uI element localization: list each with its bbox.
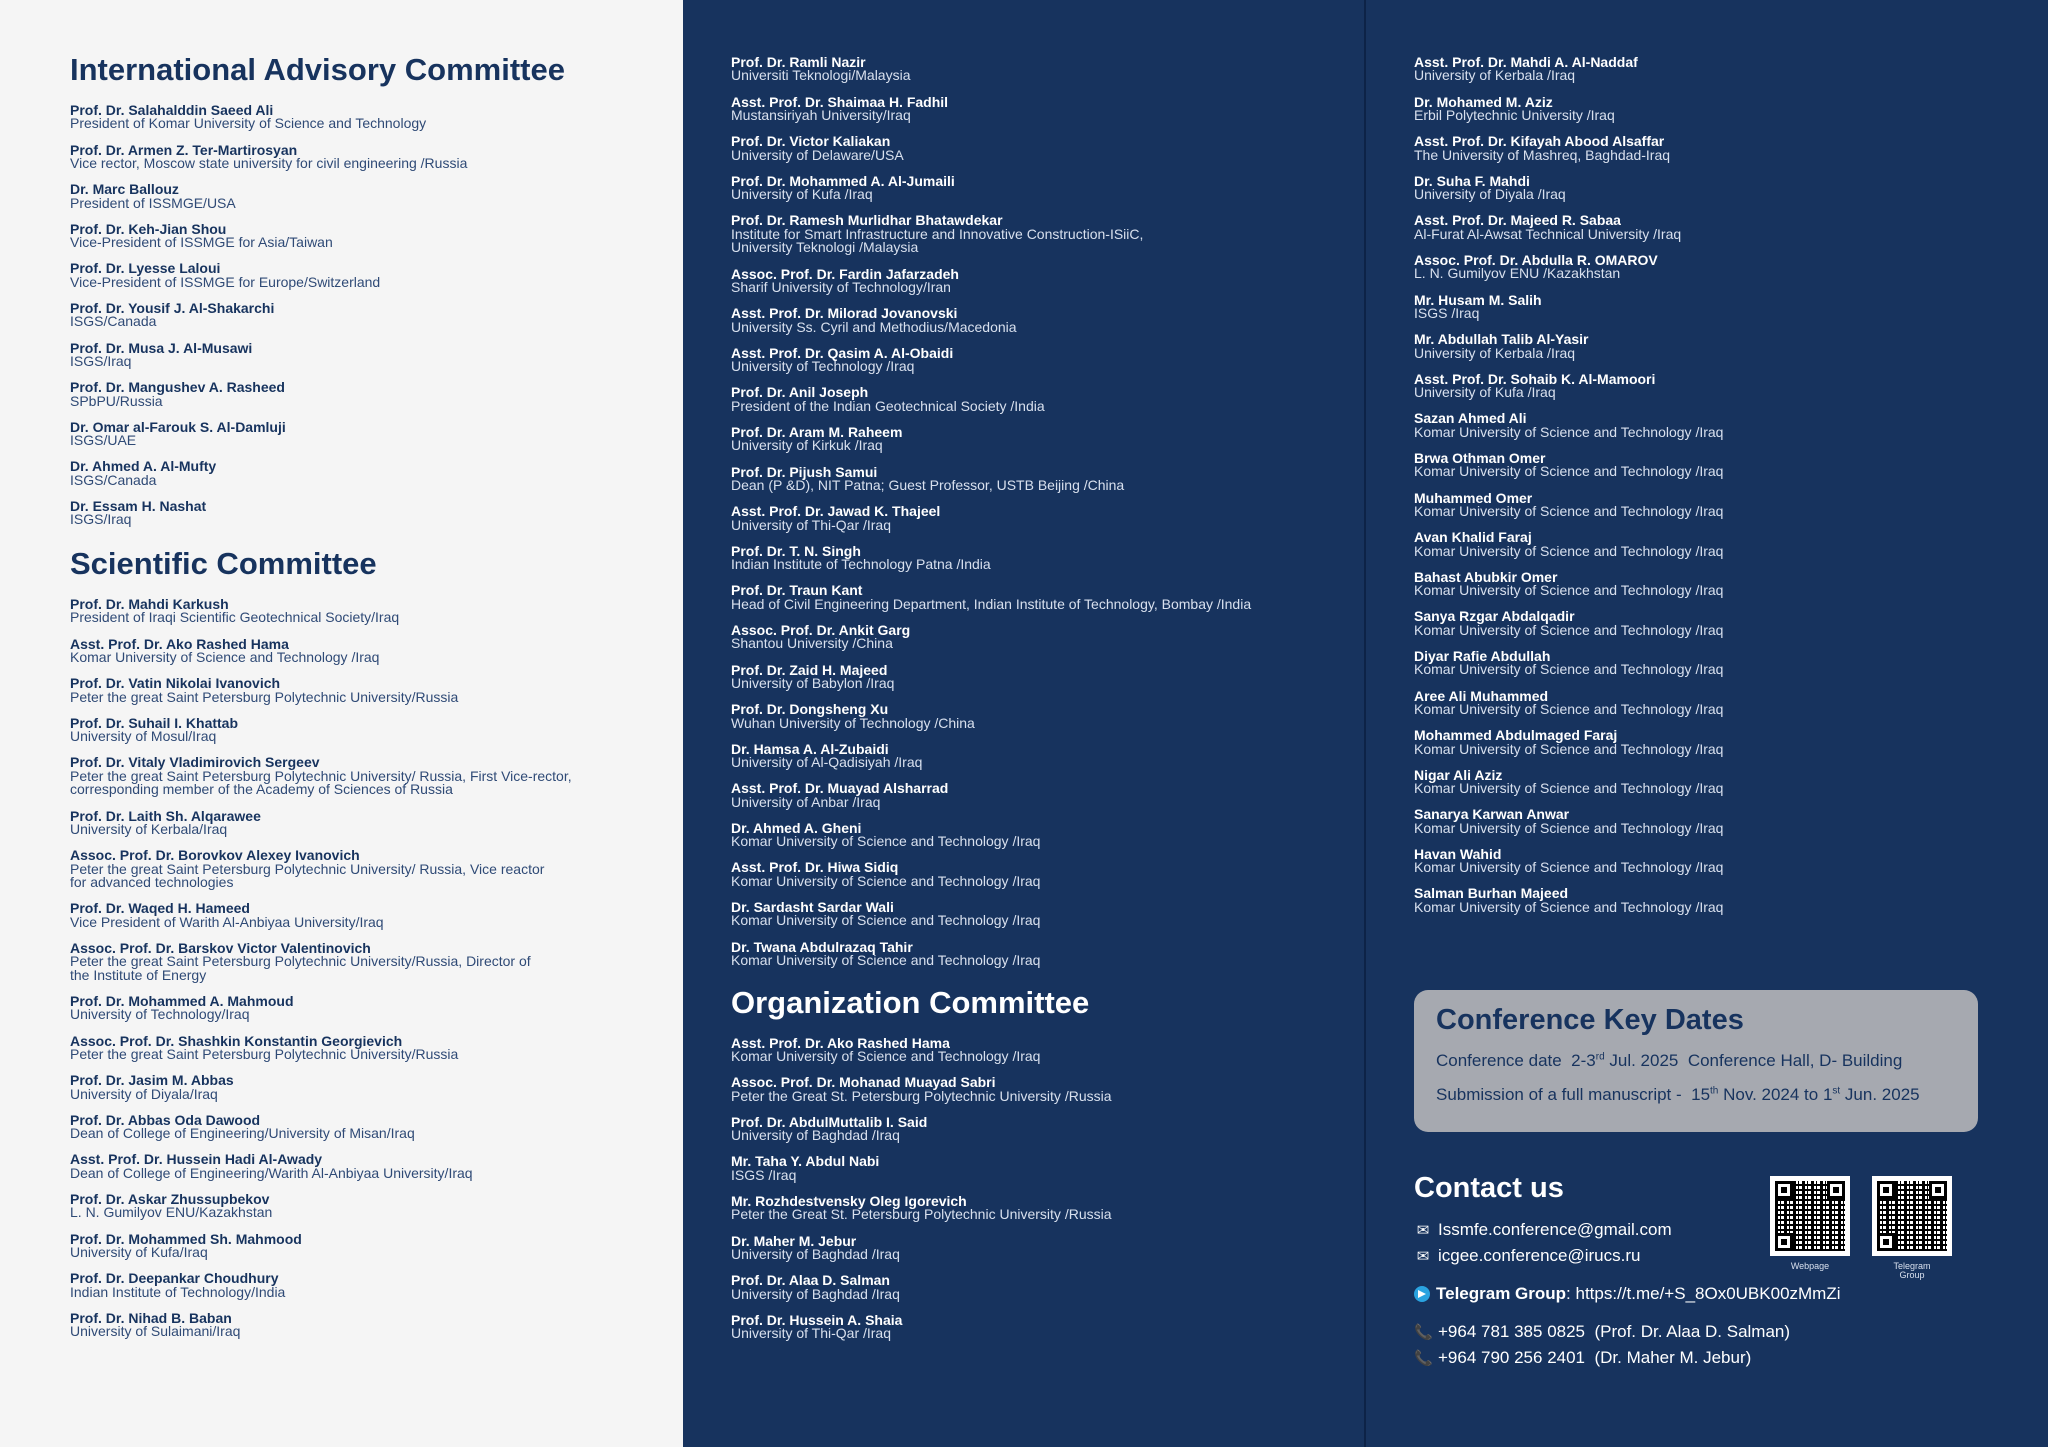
conference-month: Jul. 2025: [1604, 1051, 1679, 1070]
conference-date-line: [1436, 1051, 1956, 1071]
committee-member: [731, 214, 1365, 255]
member-name: Avan Khalid Faraj: [1414, 529, 1532, 546]
middle-panel: [683, 0, 1365, 1447]
member-name: Prof. Dr. Pijush Samui: [731, 463, 878, 480]
member-name: Prof. Dr. AbdulMuttalib I. Said: [731, 1113, 928, 1130]
member-name: Prof. Dr. Dongsheng Xu: [731, 701, 889, 718]
committee-member: [70, 807, 683, 837]
committee-member: [70, 141, 683, 171]
committee-member: [70, 677, 683, 704]
member-affiliation: ISGS/Iraq: [70, 511, 132, 528]
member-affiliation: University of Babylon /Iraq: [731, 674, 895, 691]
member-name: Prof. Dr. Zaid H. Majeed: [731, 661, 888, 678]
ordinal-suffix: rd: [1595, 1051, 1605, 1063]
member-affiliation: Shantou University /China: [731, 635, 893, 652]
committee-member: [731, 56, 1365, 83]
member-name: Assoc. Prof. Dr. Abdulla R. OMAROV: [1414, 251, 1658, 268]
committee-member: [731, 819, 1365, 850]
member-affiliation: ISGS /Iraq: [1414, 304, 1480, 321]
member-name: Prof. Dr. Suhail I. Khattab: [70, 714, 239, 731]
committee-member: [70, 995, 683, 1022]
committee-member: [1414, 449, 2048, 480]
member-name: Prof. Dr. T. N. Singh: [731, 542, 861, 559]
submission-label: Submission of a full manuscript -: [1436, 1085, 1682, 1104]
member-name: Prof. Dr. Anil Joseph: [731, 384, 869, 401]
committee-member: [731, 1034, 1365, 1065]
member-name: Prof. Dr. Waqed H. Hameed: [70, 900, 250, 917]
webpage-qr[interactable]: [1770, 1176, 1850, 1271]
member-affiliation: Komar University of Science and Technology /Iraq: [731, 833, 1041, 850]
member-affiliation: Vice President of Warith Al-Anbiyaa University/Iraq: [70, 913, 384, 930]
member-name: Dr. Mohamed M. Aziz: [1414, 93, 1553, 110]
member-name: Mr. Abdullah Talib Al-Yasir: [1414, 331, 1589, 348]
conference-day: 2-3: [1571, 1051, 1596, 1070]
committee-member: [731, 386, 1365, 413]
committee-member: [1414, 291, 2048, 321]
member-name: Mr. Taha Y. Abdul Nabi: [731, 1153, 880, 1170]
member-affiliation: ISGS/UAE: [70, 432, 137, 449]
committee-member: [1414, 333, 2048, 360]
member-affiliation: Komar University of Science and Technology /Iraq: [1414, 700, 1724, 717]
member-name: Aree Ali Muhammed: [1414, 687, 1549, 704]
member-name: Prof. Dr. Mangushev A. Rasheed: [70, 379, 285, 396]
committee-member: [731, 1195, 1365, 1222]
committee-member: [731, 782, 1365, 809]
committee-member: [70, 460, 683, 487]
member-affiliation: Komar University of Science and Technology /Iraq: [731, 912, 1041, 929]
member-name: Prof. Dr. Abbas Oda Dawood: [70, 1111, 261, 1128]
member-affiliation: Peter the great Saint Petersburg Polytechnic University/Russia: [70, 688, 459, 705]
committee-member: [70, 902, 683, 929]
member-affiliation: University of Kerbala/Iraq: [70, 820, 228, 837]
member-affiliation: ISGS/Canada: [70, 471, 157, 488]
member-affiliation: Komar University of Science and Technology /Iraq: [1414, 621, 1724, 638]
committee-member: [70, 1074, 683, 1101]
committee-member: [731, 1076, 1365, 1103]
member-affiliation: Mustansiriyah University/Iraq: [731, 107, 911, 123]
committee-member: [70, 939, 683, 983]
member-affiliation: Komar University of Science and Technology /Iraq: [1414, 582, 1724, 599]
committee-member: [70, 1111, 683, 1142]
member-affiliation: Komar University of Science and Technology /Iraq: [731, 1048, 1041, 1065]
member-name: Prof. Dr. Aram M. Raheem: [731, 423, 903, 440]
member-name: Prof. Dr. Hussein A. Shaia: [731, 1311, 903, 1328]
submission-range: Nov. 2024 to 1: [1718, 1085, 1833, 1104]
member-affiliation: SPbPU/Russia: [70, 392, 163, 409]
member-affiliation: ISGS/Iraq: [70, 352, 132, 369]
member-affiliation: ISGS /Iraq: [731, 1166, 797, 1183]
member-affiliation: University of Delaware/USA: [731, 146, 904, 163]
member-affiliation: President of ISSMGE/USA: [70, 194, 236, 211]
member-affiliation: Institute for Smart Infrastructure and Innovative Construction-ISiiC, University Teknologi /Malaysia: [731, 225, 1144, 256]
email-link[interactable]: icgee.conference@irucs.ru: [1438, 1246, 1641, 1265]
phone-row[interactable]: [1414, 1345, 2014, 1371]
member-affiliation: University of Anbar /Iraq: [731, 793, 881, 810]
member-affiliation: Al-Furat Al-Awsat Technical University /Iraq: [1414, 225, 1682, 242]
member-affiliation: Dean of College of Engineering/University of Misan/Iraq: [70, 1125, 415, 1142]
member-affiliation: University of Baghdad /Iraq: [731, 1127, 900, 1144]
committee-member: [1414, 610, 2048, 637]
committee-member: [731, 423, 1365, 454]
member-affiliation: University of Kerbala /Iraq: [1414, 344, 1576, 361]
member-name: Asst. Prof. Dr. Ako Rashed Hama: [731, 1034, 950, 1051]
committee-member: [1414, 489, 2048, 519]
email-link[interactable]: Issmfe.conference@gmail.com: [1438, 1220, 1672, 1239]
member-name: Dr. Suha F. Mahdi: [1414, 172, 1530, 189]
member-affiliation: Sharif University of Technology/Iran: [731, 278, 951, 295]
qr-code[interactable]: [1770, 1176, 1850, 1256]
committee-member: [731, 265, 1365, 295]
member-name: Bahast Abubkir Omer: [1414, 568, 1558, 585]
member-name: Prof. Dr. Lyesse Laloui: [70, 260, 221, 277]
member-name: Mr. Husam M. Salih: [1414, 291, 1542, 308]
member-list: [1414, 56, 2048, 914]
member-affiliation: Komar University of Science and Technology /Iraq: [731, 952, 1041, 969]
member-name: Prof. Dr. Mohammed A. Al-Jumaili: [731, 172, 955, 189]
member-name: Prof. Dr. Alaa D. Salman: [731, 1272, 890, 1289]
member-affiliation: Vice-President of ISSMGE for Asia/Taiwan: [70, 234, 333, 251]
member-name: Diyar Rafie Abdullah: [1414, 647, 1551, 664]
member-affiliation: Komar University of Science and Technology /Iraq: [1414, 423, 1724, 440]
committee-member: [70, 104, 683, 131]
member-affiliation: President of Komar University of Science and Technology: [70, 115, 427, 132]
conference-venue: Conference Hall, D- Building: [1687, 1051, 1903, 1070]
phone-row[interactable]: [1414, 1319, 2014, 1345]
telegram-icon: [1414, 1286, 1430, 1302]
committee-member: [1414, 568, 2048, 599]
committee-member: [731, 901, 1365, 928]
member-affiliation: Universiti Teknologi/Malaysia: [731, 67, 911, 84]
committee-member: [1414, 370, 2048, 401]
committee-member: [731, 463, 1365, 493]
member-name: Prof. Dr. Yousif J. Al-Shakarchi: [70, 299, 275, 316]
member-name: Asst. Prof. Dr. Ako Rashed Hama: [70, 635, 289, 652]
member-affiliation: Dean (P &D), NIT Patna; Guest Professor, USTB Beijing /China: [731, 476, 1125, 493]
member-name: Assoc. Prof. Dr. Shashkin Konstantin Georgievich: [70, 1032, 403, 1049]
committee-member: [70, 849, 683, 890]
member-list: [70, 595, 683, 1340]
committee-member: [70, 497, 683, 528]
member-affiliation: Peter the great Saint Petersburg Polytechnic University/ Russia, Vice reactor for advanced technologies: [70, 860, 545, 891]
committee-member: [1414, 412, 2048, 439]
member-name: Assoc. Prof. Dr. Mohanad Muayad Sabri: [731, 1074, 996, 1091]
member-name: Dr. Essam H. Nashat: [70, 497, 207, 514]
telegram-label: Telegram Group: [1436, 1284, 1567, 1303]
member-affiliation: University of Diyala/Iraq: [70, 1085, 218, 1102]
member-name: Salman Burhan Majeed: [1414, 885, 1569, 902]
committee-member: [731, 1274, 1365, 1301]
member-name: Sazan Ahmed Ali: [1414, 410, 1527, 427]
phone-number[interactable]: +964 790 256 2401: [1438, 1348, 1586, 1367]
member-affiliation: Komar University of Science and Technology /Iraq: [1414, 859, 1724, 876]
member-affiliation: University of Kerbala /Iraq: [1414, 67, 1576, 84]
section-title: Organization Committee: [731, 984, 1090, 1020]
member-name: Asst. Prof. Dr. Majeed R. Sabaa: [1414, 212, 1621, 229]
member-name: Prof. Dr. Askar Zhussupbekov: [70, 1191, 270, 1208]
submission-end: Jun. 2025: [1840, 1085, 1920, 1104]
qr-code[interactable]: [1872, 1176, 1952, 1256]
member-affiliation: University Ss. Cyril and Methodius/Macedonia: [731, 318, 1017, 335]
contact-title: Contact us: [1414, 1172, 1564, 1204]
phone-number[interactable]: +964 781 385 0825: [1438, 1322, 1586, 1341]
member-name: Prof. Dr. Ramesh Murlidhar Bhatawdekar: [731, 212, 1003, 229]
member-affiliation: L. N. Gumilyov ENU /Kazakhstan: [1414, 265, 1621, 282]
committee-member: [1414, 766, 2048, 797]
committee-member: [731, 1311, 1365, 1342]
member-name: Prof. Dr. Vitaly Vladimirovich Sergeev: [70, 754, 320, 771]
committee-member: [1414, 135, 2048, 162]
member-name: Asst. Prof. Dr. Jawad K. Thajeel: [731, 503, 941, 520]
telegram-qr[interactable]: [1872, 1176, 1952, 1280]
committee-member: [70, 299, 683, 330]
member-name: Dr. Maher M. Jebur: [731, 1232, 857, 1249]
member-affiliation: University of Sulaimani/Iraq: [70, 1323, 241, 1340]
member-name: Assoc. Prof. Dr. Ankit Garg: [731, 621, 911, 638]
member-affiliation: Komar University of Science and Technology /Iraq: [1414, 463, 1724, 480]
committee-member: [731, 172, 1365, 203]
committee-member: [731, 621, 1365, 652]
member-name: Prof. Dr. Salahalddin Saeed Ali: [70, 102, 274, 118]
member-name: Dr. Marc Ballouz: [70, 181, 179, 198]
committee-member: [70, 418, 683, 449]
member-name: Havan Wahid: [1414, 845, 1502, 862]
member-name: Prof. Dr. Laith Sh. Alqarawee: [70, 807, 261, 824]
member-affiliation: Peter the Great St. Petersburg Polytechnic University /Russia: [731, 1206, 1112, 1223]
committee-member: [731, 1113, 1365, 1144]
committee-member: [70, 1272, 683, 1299]
committee-member: [731, 938, 1365, 969]
member-affiliation: Vice-President of ISSMGE for Europe/Switzerland: [70, 273, 381, 290]
section-title: International Advisory Committee: [70, 52, 565, 87]
member-name: Prof. Dr. Mahdi Karkush: [70, 595, 229, 612]
committee-member: [70, 183, 683, 210]
member-affiliation: University of Kufa/Iraq: [70, 1244, 208, 1261]
committee-member: [70, 1153, 683, 1180]
member-affiliation: Komar University of Science and Technology /Iraq: [1414, 542, 1724, 559]
member-affiliation: Komar University of Science and Technology /Iraq: [1414, 819, 1724, 836]
member-affiliation: Komar University of Science and Technology /Iraq: [731, 872, 1041, 889]
committee-member: [70, 339, 683, 369]
committee-member: [731, 584, 1365, 611]
submission-start-day: 15: [1691, 1085, 1711, 1104]
key-dates-title: Conference Key Dates: [1436, 1004, 1744, 1036]
member-affiliation: University of Baghdad /Iraq: [731, 1285, 900, 1302]
member-name: Mohammed Abdulmaged Faraj: [1414, 727, 1618, 744]
member-list: [731, 1034, 1365, 1342]
member-name: Prof. Dr. Mohammed A. Mahmoud: [70, 993, 294, 1010]
member-name: Prof. Dr. Keh-Jian Shou: [70, 220, 227, 237]
member-name: Asst. Prof. Dr. Shaimaa H. Fadhil: [731, 93, 949, 110]
committee-member: [70, 756, 683, 797]
committee-member: [731, 1232, 1365, 1263]
member-name: Prof. Dr. Armen Z. Ter-Martirosyan: [70, 141, 298, 158]
envelope-icon: ✉: [1416, 1248, 1430, 1265]
member-name: Dr. Sardasht Sardar Wali: [731, 899, 894, 916]
member-name: Prof. Dr. Deepankar Choudhury: [70, 1270, 279, 1287]
member-affiliation: ISGS/Canada: [70, 313, 157, 330]
member-name: Asst. Prof. Dr. Kifayah Abood Alsaffar: [1414, 133, 1665, 150]
member-affiliation: University of Technology/Iraq: [70, 1006, 250, 1023]
member-name: Assoc. Prof. Dr. Barskov Victor Valentinovich: [70, 939, 371, 956]
committee-member: [70, 635, 683, 665]
member-name: Asst. Prof. Dr. Muayad Alsharrad: [731, 780, 949, 797]
committee-member: [731, 93, 1365, 123]
member-affiliation: Indian Institute of Technology/India: [70, 1283, 286, 1300]
member-name: Asst. Prof. Dr. Milorad Jovanovski: [731, 305, 958, 322]
member-affiliation: Indian Institute of Technology Patna /India: [731, 556, 991, 573]
committee-member: [731, 861, 1365, 888]
member-affiliation: Komar University of Science and Technology /Iraq: [1414, 661, 1724, 678]
member-name: Prof. Dr. Nihad B. Baban: [70, 1309, 232, 1326]
committee-member: [70, 714, 683, 745]
committee-member: [731, 542, 1365, 573]
committee-member: [1414, 808, 2048, 835]
member-affiliation: L. N. Gumilyov ENU/Kazakhstan: [70, 1204, 273, 1221]
member-affiliation: Komar University of Science and Technology /Iraq: [1414, 780, 1724, 797]
committee-member: [731, 1155, 1365, 1182]
right-panel: [1366, 0, 2048, 1447]
committee-member: [731, 703, 1365, 730]
envelope-icon: ✉: [1416, 1222, 1430, 1239]
member-name: Assoc. Prof. Dr. Borovkov Alexey Ivanovich: [70, 847, 360, 864]
scientific-committee-section: [70, 546, 683, 1339]
member-affiliation: University of Baghdad /Iraq: [731, 1246, 900, 1263]
committee-member: [1414, 251, 2048, 282]
member-affiliation: University of Thi-Qar /Iraq: [731, 1325, 892, 1342]
ordinal-suffix: st: [1832, 1085, 1841, 1097]
member-affiliation: Peter the great Saint Petersburg Polytechnic University/ Russia, First Vice-rector, corresponding member of the Academy of Sciences of Russia: [70, 767, 572, 798]
member-list: [731, 56, 1365, 968]
committee-member: [731, 344, 1365, 375]
phone-icon: 📞: [1414, 1324, 1433, 1341]
member-affiliation: University of Kirkuk /Iraq: [731, 437, 883, 454]
committee-member: [1414, 56, 2048, 83]
conference-date-label: Conference date: [1436, 1051, 1562, 1070]
member-name: Asst. Prof. Dr. Qasim A. Al-Obaidi: [731, 344, 954, 361]
committee-member: [1414, 214, 2048, 241]
ordinal-suffix: th: [1710, 1085, 1719, 1097]
qr-label: Telegram Group: [1893, 1261, 1931, 1280]
member-affiliation: President of the Indian Geotechnical Society /India: [731, 397, 1045, 414]
member-affiliation: The University of Mashreq, Baghdad-Iraq: [1414, 146, 1671, 163]
committee-member: [70, 1309, 683, 1340]
section-title: Scientific Committee: [70, 545, 377, 581]
member-affiliation: University of Mosul/Iraq: [70, 728, 217, 745]
committee-member: [70, 1193, 683, 1220]
member-name: Prof. Dr. Mohammed Sh. Mahmood: [70, 1230, 302, 1247]
member-affiliation: President of Iraqi Scientific Geotechnical Society/Iraq: [70, 609, 400, 626]
member-affiliation: Komar University of Science and Technology /Iraq: [70, 648, 380, 665]
member-name: Prof. Dr. Musa J. Al-Musawi: [70, 339, 253, 356]
member-name: Dr. Twana Abdulrazaq Tahir: [731, 938, 913, 955]
member-affiliation: Peter the great Saint Petersburg Polytechnic University/Russia, Director of the Institute of Energy: [70, 953, 531, 983]
member-name: Asst. Prof. Dr. Sohaib K. Al-Mamoori: [1414, 370, 1656, 387]
member-affiliation: Peter the great Saint Petersburg Polytechnic University/Russia: [70, 1046, 459, 1063]
member-affiliation: Wuhan University of Technology /China: [731, 714, 975, 731]
member-name: Asst. Prof. Dr. Hussein Hadi Al-Awady: [70, 1151, 323, 1168]
member-affiliation: Head of Civil Engineering Department, Indian Institute of Technology, Bombay /India: [731, 595, 1252, 612]
committee-member: [731, 740, 1365, 771]
committee-member: [1414, 845, 2048, 876]
submission-line: [1436, 1085, 1956, 1105]
phone-icon: 📞: [1414, 1350, 1433, 1367]
committee-member: [70, 1032, 683, 1063]
member-name: Asst. Prof. Dr. Mahdi A. Al-Naddaf: [1414, 54, 1638, 70]
committee-member: [1414, 729, 2048, 756]
member-name: Prof. Dr. Victor Kaliakan: [731, 133, 891, 150]
member-name: Prof. Dr. Ramli Nazir: [731, 54, 866, 70]
phone-contact-name: (Prof. Dr. Alaa D. Salman): [1594, 1322, 1791, 1341]
member-affiliation: University of Technology /Iraq: [731, 358, 915, 375]
committee-member: [70, 220, 683, 251]
member-affiliation: University of Diyala /Iraq: [1414, 186, 1566, 203]
telegram-row[interactable]: [1414, 1281, 2014, 1307]
member-list: [70, 104, 683, 527]
committee-member: [731, 307, 1365, 334]
member-affiliation: University of Kufa /Iraq: [1414, 384, 1556, 401]
member-affiliation: Vice rector, Moscow state university for civil engineering /Russia: [70, 155, 468, 171]
telegram-link[interactable]: : https://t.me/+S_8Ox0UBK00zMmZi: [1566, 1284, 1841, 1303]
organization-committee-section: [731, 985, 1365, 1341]
member-name: Sanya Rzgar Abdalqadir: [1414, 608, 1575, 625]
committee-member: [70, 381, 683, 408]
committee-member: [1414, 687, 2048, 717]
member-name: Brwa Othman Omer: [1414, 449, 1546, 466]
member-name: Prof. Dr. Jasim M. Abbas: [70, 1072, 234, 1089]
phone-contact-name: (Dr. Maher M. Jebur): [1594, 1348, 1752, 1367]
member-name: Mr. Rozhdestvensky Oleg Igorevich: [731, 1193, 967, 1210]
committee-member: [1414, 172, 2048, 203]
member-affiliation: University of Thi-Qar /Iraq: [731, 516, 892, 533]
member-affiliation: Dean of College of Engineering/Warith Al-Anbiyaa University/Iraq: [70, 1164, 473, 1181]
member-affiliation: Komar University of Science and Technology /Iraq: [1414, 502, 1724, 519]
committee-member: [1414, 647, 2048, 678]
committee-member: [731, 135, 1365, 162]
member-affiliation: Komar University of Science and Technology /Iraq: [1414, 898, 1724, 915]
member-name: Dr. Ahmed A. Al-Mufty: [70, 458, 217, 475]
international-advisory-section: [70, 52, 683, 527]
member-name: Nigar Ali Aziz: [1414, 766, 1503, 783]
member-name: Muhammed Omer: [1414, 489, 1533, 506]
committee-member: [731, 505, 1365, 532]
member-affiliation: Peter the Great St. Petersburg Polytechnic University /Russia: [731, 1087, 1112, 1104]
member-name: Prof. Dr. Traun Kant: [731, 582, 863, 599]
key-dates-box: [1414, 990, 1978, 1132]
committee-member: [70, 262, 683, 289]
committee-member: [1414, 887, 2048, 914]
committee-member: [731, 661, 1365, 691]
member-name: Assoc. Prof. Dr. Fardin Jafarzadeh: [731, 265, 959, 282]
committee-member: [1414, 93, 2048, 123]
qr-label: Webpage: [1790, 1261, 1830, 1271]
member-name: Dr. Hamsa A. Al-Zubaidi: [731, 740, 889, 757]
member-name: Sanarya Karwan Anwar: [1414, 806, 1570, 823]
member-name: Prof. Dr. Vatin Nikolai Ivanovich: [70, 675, 281, 692]
committee-member: [70, 1230, 683, 1261]
committee-member: [1414, 531, 2048, 558]
member-affiliation: University of Al-Qadisiyah /Iraq: [731, 754, 923, 771]
member-name: Asst. Prof. Dr. Hiwa Sidiq: [731, 859, 899, 876]
committee-member: [70, 595, 683, 626]
member-affiliation: Komar University of Science and Technology /Iraq: [1414, 740, 1724, 757]
left-panel: [0, 0, 683, 1447]
member-name: Dr. Ahmed A. Gheni: [731, 819, 862, 836]
member-affiliation: University of Kufa /Iraq: [731, 186, 873, 203]
member-affiliation: Erbil Polytechnic University /Iraq: [1414, 107, 1615, 123]
member-name: Dr. Omar al-Farouk S. Al-Damluji: [70, 418, 286, 435]
